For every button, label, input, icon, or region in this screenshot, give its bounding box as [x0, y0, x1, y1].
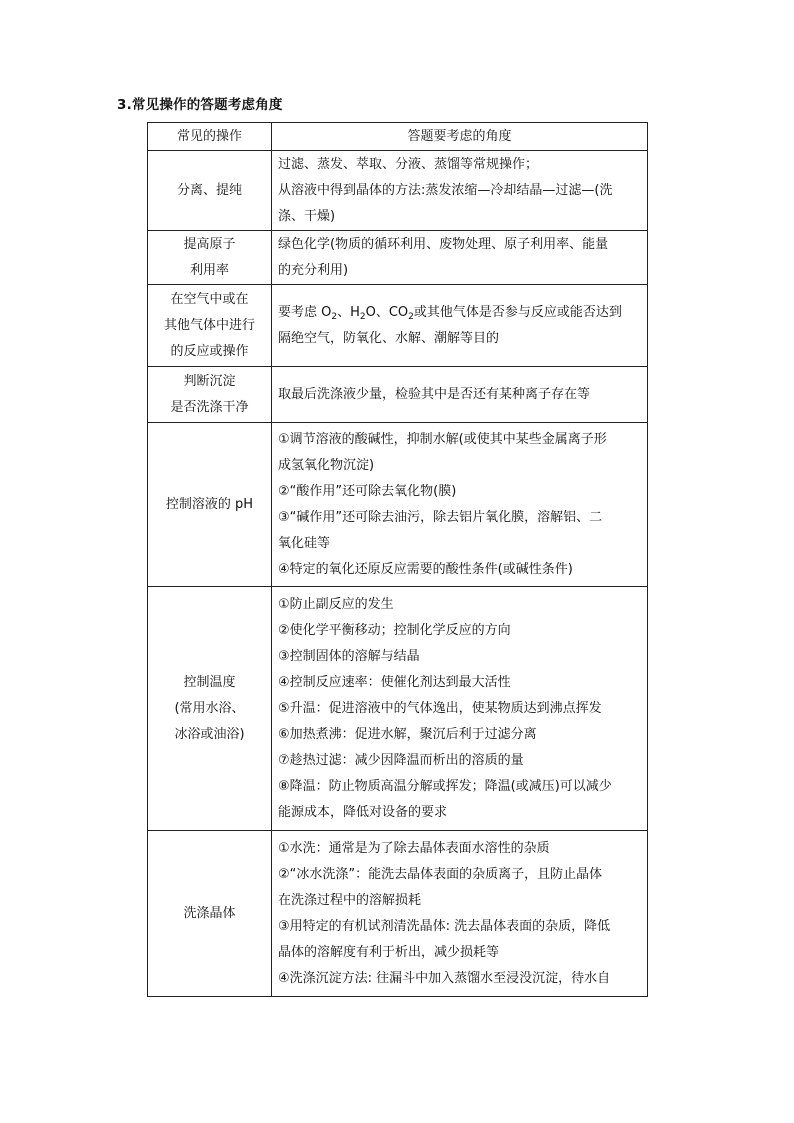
answer-line: 过滤、蒸发、萃取、分液、蒸馏等常规操作；: [278, 156, 539, 172]
answer-line: ②“冰水洗涤”：能洗去晶体表面的杂质离子，且防止晶体: [278, 866, 603, 882]
formula-text: 、H: [337, 304, 360, 320]
operation-cell: [148, 587, 272, 831]
answer-line: 在洗涤过程中的溶解损耗: [278, 892, 422, 908]
table-row: [148, 231, 648, 285]
answer-line: ②使化学平衡移动；控制化学反应的方向: [278, 622, 511, 638]
section-title: 3.常见操作的答题考虑角度: [117, 97, 283, 113]
answer-line: ④特定的氧化还原反应需要的酸性条件(或碱性条件): [278, 561, 573, 577]
answer-line: 晶体的溶解度有利于析出，减少损耗等: [278, 944, 500, 960]
operation-text: 提高原子: [183, 236, 236, 252]
answer-line: ⑧降温：防止物质高温分解或挥发；降温(或减压)可以减少: [278, 778, 612, 794]
operation-cell: [148, 367, 272, 423]
operation-text: 的反应或操作: [170, 343, 249, 359]
answer-cell: [272, 587, 648, 831]
answer-line: ⑦趁热过滤：减少因降温而析出的溶质的量: [278, 752, 524, 768]
answer-line: ④控制反应速率：使催化剂达到最大活性: [278, 674, 511, 690]
operation-text: 是否洗涤干净: [170, 399, 249, 415]
answer-line: 取最后洗涤液少量，检验其中是否还有某种离子存在等: [278, 386, 591, 402]
answer-line: 从溶液中得到晶体的方法:蒸发浓缩—冷却结晶—过滤—(洗: [278, 182, 613, 198]
formula-text: 要考虑 O: [278, 304, 332, 320]
table-row: [148, 367, 648, 423]
table-row: [148, 285, 648, 367]
operation-text: 在空气中或在: [170, 291, 249, 307]
operation-cell: [148, 151, 272, 231]
operation-text: 冰浴或油浴): [174, 726, 245, 742]
answer-cell: [272, 423, 648, 587]
answer-line: 绿色化学(物质的循环利用、废物处理、原子利用率、能量: [278, 236, 609, 252]
formula-text: 或其他气体是否参与反应或能否达到: [413, 304, 622, 320]
operation-cell: [148, 423, 272, 587]
answer-line: ③控制固体的溶解与结晶: [278, 648, 420, 664]
answer-line: 氧化硅等: [278, 535, 331, 551]
answer-line: ③用特定的有机试剂清洗晶体: 洗去晶体表面的杂质，降低: [278, 918, 611, 934]
answer-line: 的充分利用): [278, 262, 349, 278]
answer-line: ⑥加热煮沸：促进水解，聚沉后利于过滤分离: [278, 726, 537, 742]
subscript: 2: [331, 311, 338, 322]
answer-line: 隔绝空气，防氧化、水解、潮解等目的: [278, 330, 500, 346]
answer-line: ③“碱作用”还可除去油污，除去铝片氧化膜，溶解铝、二: [278, 509, 603, 525]
table-row: [148, 831, 648, 997]
formula-text: O、CO: [365, 304, 409, 320]
subscript: 2: [359, 311, 366, 322]
answer-line: 成氢氧化物沉淀): [278, 457, 375, 473]
answer-line: ④洗涤沉淀方法: 往漏斗中加入蒸馏水至浸没沉淀，待水自: [278, 970, 611, 986]
answer-cell: [272, 285, 648, 367]
answer-line: ①水洗：通常是为了除去晶体表面水溶性的杂质: [278, 840, 550, 856]
answer-line: ②“酸作用”还可除去氧化物(膜): [278, 483, 457, 499]
operation-cell: [148, 285, 272, 367]
answer-cell: [272, 831, 648, 997]
subscript: 2: [408, 311, 414, 322]
operation-text: 判断沉淀: [183, 373, 236, 389]
table-row: [148, 151, 648, 231]
operation-text: 控制溶液的 pH: [165, 496, 254, 512]
operation-text: 控制温度: [183, 674, 236, 690]
operation-text: 其他气体中进行: [163, 317, 255, 333]
table-row: [148, 423, 648, 587]
operation-text: 利用率: [189, 262, 229, 278]
operation-cell: [148, 231, 272, 285]
header-operation: 常见的操作: [148, 123, 272, 151]
answer-cell: [272, 367, 648, 423]
answer-line: 涤、干燥): [278, 208, 336, 224]
answer-line: ①防止副反应的发生: [278, 596, 394, 612]
operation-text: 分离、提纯: [176, 182, 242, 198]
answer-line: ⑤升温：促进溶液中的气体逸出，使某物质达到沸点挥发: [278, 700, 602, 716]
operation-text: (常用水浴、: [174, 700, 245, 716]
answer-cell: [272, 231, 648, 285]
table-header-row: [148, 123, 648, 151]
header-answer-angle: 答题要考虑的角度: [272, 123, 648, 151]
operation-cell: [148, 831, 272, 997]
table-row: [148, 587, 648, 831]
answer-cell: [272, 151, 648, 231]
answer-line: ①调节溶液的酸碱性，抑制水解(或使其中某些金属离子形: [278, 431, 607, 447]
answer-line-with-formulas: [278, 300, 641, 326]
answer-line: 能源成本，降低对设备的要求: [278, 804, 448, 820]
operation-text: 洗涤晶体: [183, 905, 236, 921]
operations-table: [147, 122, 648, 997]
